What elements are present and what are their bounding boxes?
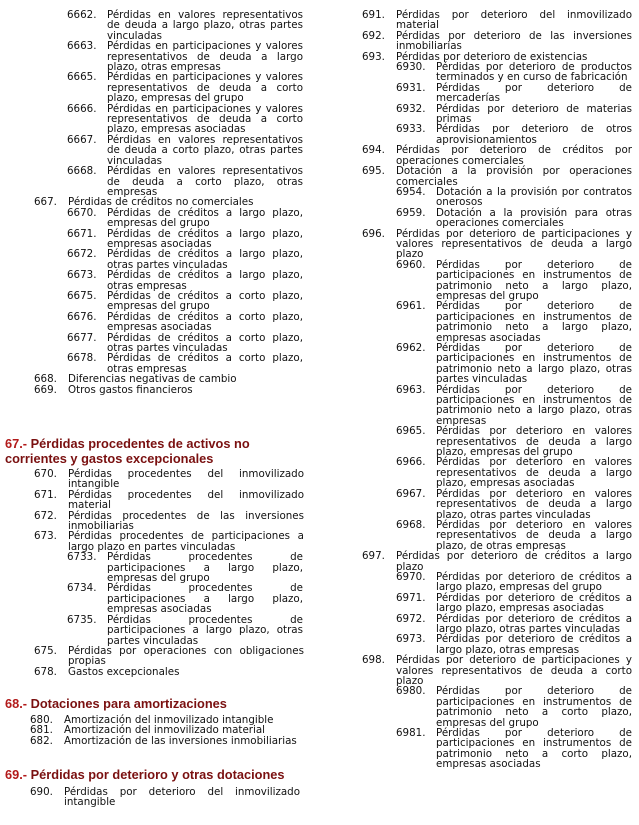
account-code: 6673. bbox=[67, 269, 97, 282]
account-code: 673. bbox=[34, 530, 57, 543]
account-entry bbox=[67, 208, 303, 229]
account-entry bbox=[396, 208, 632, 229]
account-description: Pérdidas por deterioro de créditos a largo plazo bbox=[396, 550, 632, 573]
account-code: 6733. bbox=[67, 551, 97, 564]
account-code: 6668. bbox=[67, 165, 97, 178]
account-code: 6970. bbox=[396, 570, 426, 583]
account-description: Pérdidas de créditos a corto plazo, otras empresas bbox=[107, 352, 303, 375]
account-code: 6734. bbox=[67, 582, 97, 595]
account-code: 691. bbox=[362, 9, 385, 21]
account-code: 669. bbox=[34, 383, 57, 396]
account-code: 6968. bbox=[396, 518, 426, 531]
account-code: 6671. bbox=[67, 227, 97, 240]
account-code: 6981. bbox=[396, 727, 426, 740]
account-description: Amortización del inmovilizado intangible bbox=[64, 714, 274, 726]
account-description: Pérdidas por deterioro de productos terminados y en curso de fabricación bbox=[436, 61, 632, 84]
account-entry bbox=[67, 353, 303, 374]
section-number: 69.- bbox=[5, 767, 28, 782]
account-code: 6961. bbox=[396, 300, 426, 313]
account-entry bbox=[396, 343, 632, 385]
account-description: Pérdidas de créditos a corto plazo, empresas del grupo bbox=[107, 289, 303, 313]
account-description: Amortización de las inversiones inmobiliarias bbox=[64, 734, 297, 747]
account-code: 6676. bbox=[67, 310, 97, 323]
account-entry bbox=[362, 145, 632, 166]
account-entry bbox=[396, 520, 632, 551]
account-description: Pérdidas por deterioro de créditos a largo plazo, empresas asociadas bbox=[436, 591, 632, 615]
account-code: 692. bbox=[362, 29, 385, 42]
section-title: Pérdidas por deterioro y otras dotaciones bbox=[30, 767, 285, 782]
account-entry bbox=[396, 385, 632, 427]
account-description: Pérdidas en participaciones y valores representativos de deuda a largo plazo, otras empresas bbox=[107, 40, 303, 74]
account-entry bbox=[396, 686, 632, 728]
account-description: Pérdidas por deterioro del inmovilizado intangible bbox=[64, 786, 300, 809]
account-code: 670. bbox=[34, 468, 57, 480]
account-entry bbox=[34, 511, 304, 532]
account-code: 675. bbox=[34, 644, 57, 657]
account-code: 694. bbox=[362, 144, 385, 157]
account-code: 6670. bbox=[67, 206, 97, 219]
account-entry bbox=[67, 72, 303, 103]
account-description: Pérdidas procedentes del inmovilizado material bbox=[68, 488, 304, 512]
account-entry bbox=[67, 249, 303, 270]
account-description: Dotación a la provisión para otras operaciones comerciales bbox=[436, 206, 632, 230]
section-68-list bbox=[0, 715, 318, 746]
account-entry bbox=[396, 83, 632, 104]
account-description: Pérdidas procedentes de participaciones a largo plazo en partes vinculadas bbox=[68, 530, 304, 553]
account-description: Diferencias negativas de cambio bbox=[68, 373, 237, 386]
account-description: Pérdidas por deterioro de participaciones en instrumentos de patrimonio neto a largo plazo, empresas del grupo bbox=[436, 258, 632, 302]
account-code: 6665. bbox=[67, 71, 97, 84]
account-description: Pérdidas de créditos a corto plazo, empresas asociadas bbox=[107, 310, 303, 334]
account-code: 693. bbox=[362, 50, 385, 63]
account-entry bbox=[67, 229, 303, 250]
account-code: 690. bbox=[30, 786, 53, 798]
account-entry bbox=[34, 385, 304, 395]
section-number: 68.- bbox=[5, 696, 28, 711]
account-entry bbox=[67, 552, 303, 583]
account-description: Pérdidas por deterioro de participaciones y valores representativos de deuda a largo plazo bbox=[396, 227, 632, 261]
account-entry bbox=[362, 31, 632, 52]
account-description: Pérdidas por deterioro en valores representativos de deuda a largo plazo, otras partes vinculadas bbox=[436, 487, 632, 521]
account-code: 6677. bbox=[67, 331, 97, 344]
account-entry bbox=[362, 229, 632, 260]
account-code: 6959. bbox=[396, 206, 426, 219]
account-code: 667. bbox=[34, 196, 57, 209]
account-entry bbox=[396, 124, 632, 145]
account-code: 696. bbox=[362, 227, 385, 240]
account-code: 6678. bbox=[67, 352, 97, 365]
account-code: 6675. bbox=[67, 289, 97, 302]
account-code: 6966. bbox=[396, 456, 426, 469]
account-description: Pérdidas de créditos a largo plazo, empresas asociadas bbox=[107, 227, 303, 250]
account-description: Pérdidas por deterioro de existencias bbox=[396, 50, 588, 63]
account-description: Pérdidas por deterioro de participaciones en instrumentos de patrimonio neto a largo plazo, otras partes vinculadas bbox=[436, 342, 632, 386]
account-description: Pérdidas por deterioro de participaciones en instrumentos de patrimonio neto a corto plazo, empresas asociadas bbox=[436, 727, 632, 771]
account-entry bbox=[34, 667, 304, 677]
section-69-list bbox=[0, 787, 318, 808]
account-entry bbox=[396, 104, 632, 125]
account-description: Pérdidas por deterioro de otros aprovisionamientos bbox=[436, 123, 632, 146]
account-code: 698. bbox=[362, 654, 385, 667]
account-entry bbox=[396, 301, 632, 343]
account-code: 6666. bbox=[67, 102, 97, 115]
account-code: 6672. bbox=[67, 248, 97, 261]
section-title: Pérdidas procedentes de activos no corrientes y gastos excepcionales bbox=[5, 436, 250, 466]
account-code: 6667. bbox=[67, 133, 97, 146]
account-list-66 bbox=[0, 10, 318, 395]
account-entry bbox=[67, 10, 303, 41]
account-code: 6980. bbox=[396, 685, 426, 698]
account-entry bbox=[362, 166, 632, 187]
account-description: Pérdidas procedentes de participaciones a largo plazo, empresas asociadas bbox=[107, 582, 303, 616]
account-description: Pérdidas por deterioro de participaciones en instrumentos de patrimonio neto a corto plazo, empresas del grupo bbox=[436, 685, 632, 729]
account-code: 6972. bbox=[396, 612, 426, 625]
account-description: Pérdidas por deterioro de créditos a largo plazo, otras partes vinculadas bbox=[436, 612, 632, 635]
account-description: Pérdidas en participaciones y valores representativos de deuda a corto plazo, empresas del grupo bbox=[107, 71, 303, 105]
account-description: Pérdidas procedentes de participaciones a largo plazo, empresas del grupo bbox=[107, 551, 303, 585]
account-description: Pérdidas por deterioro en valores representativos de deuda a largo plazo, empresas asociadas bbox=[436, 456, 632, 490]
account-code: 682. bbox=[30, 734, 53, 747]
account-code: 6973. bbox=[396, 633, 426, 646]
account-description: Pérdidas procedentes de las inversiones inmobiliarias bbox=[68, 509, 304, 533]
account-entry bbox=[396, 614, 632, 635]
account-description: Pérdidas de créditos a corto plazo, otras partes vinculadas bbox=[107, 331, 303, 354]
account-description: Pérdidas en valores representativos de deuda a corto plazo, otras partes vinculadas bbox=[107, 133, 303, 167]
account-entry bbox=[67, 166, 303, 197]
account-entry bbox=[67, 333, 303, 354]
account-entry bbox=[67, 291, 303, 312]
account-entry bbox=[67, 270, 303, 291]
account-description: Otros gastos financieros bbox=[68, 383, 193, 396]
account-description: Pérdidas de créditos a largo plazo, otras partes vinculadas bbox=[107, 248, 303, 271]
account-entry bbox=[30, 787, 300, 808]
account-code: 681. bbox=[30, 724, 53, 737]
account-description: Pérdidas por deterioro de créditos por operaciones comerciales bbox=[396, 144, 632, 167]
account-code: 6960. bbox=[396, 258, 426, 271]
account-code: 6967. bbox=[396, 487, 426, 500]
account-entry bbox=[362, 551, 632, 572]
account-code: 678. bbox=[34, 665, 57, 678]
account-description: Gastos excepcionales bbox=[68, 665, 180, 678]
account-description: Pérdidas por deterioro de créditos a largo plazo, otras empresas bbox=[436, 633, 632, 656]
account-description: Pérdidas por deterioro de participaciones y valores representativos de deuda a corto plazo bbox=[396, 654, 632, 687]
account-code: 6930. bbox=[396, 61, 426, 74]
account-description: Pérdidas por deterioro de mercaderías bbox=[436, 81, 632, 105]
account-entry bbox=[67, 135, 303, 166]
account-entry bbox=[396, 426, 632, 457]
account-entry bbox=[396, 572, 632, 593]
right-column bbox=[362, 10, 632, 770]
account-description: Pérdidas por deterioro de participaciones en instrumentos de patrimonio neto a largo plazo, empresas asociadas bbox=[436, 300, 632, 344]
account-code: 6933. bbox=[396, 123, 426, 136]
account-description: Pérdidas por deterioro en valores representativos de deuda a largo plazo, empresas del grupo bbox=[436, 425, 632, 459]
account-entry bbox=[67, 312, 303, 333]
account-code: 672. bbox=[34, 509, 57, 522]
account-description: Pérdidas en valores representativos de deuda a largo plazo, otras partes vinculadas bbox=[107, 9, 303, 42]
left-column bbox=[0, 10, 318, 395]
account-code: 6931. bbox=[396, 81, 426, 94]
account-entry bbox=[67, 104, 303, 135]
account-description: Dotación a la provisión por contratos onerosos bbox=[436, 185, 632, 209]
account-description: Pérdidas de créditos a largo plazo, empresas del grupo bbox=[107, 206, 303, 230]
section-title: Dotaciones para amortizaciones bbox=[30, 696, 227, 711]
account-description: Pérdidas por deterioro en valores representativos de deuda a largo plazo, de otras empresas bbox=[436, 518, 632, 552]
account-code: 6965. bbox=[396, 425, 426, 438]
account-entry bbox=[396, 62, 632, 83]
account-code: 6954. bbox=[396, 185, 426, 198]
account-entry bbox=[34, 646, 304, 667]
section-number: 67.- bbox=[5, 436, 28, 451]
account-description: Pérdidas por operaciones con obligaciones propias bbox=[68, 644, 304, 668]
account-entry bbox=[396, 489, 632, 520]
account-code: 671. bbox=[34, 488, 57, 501]
account-description: Pérdidas por deterioro de créditos a largo plazo, empresas del grupo bbox=[436, 570, 632, 594]
account-entry bbox=[67, 615, 303, 646]
account-description: Pérdidas procedentes del inmovilizado intangible bbox=[68, 468, 304, 491]
account-entry bbox=[396, 634, 632, 655]
account-entry bbox=[362, 10, 632, 31]
account-description: Pérdidas en participaciones y valores representativos de deuda a corto plazo, empresas asociadas bbox=[107, 102, 303, 136]
account-code: 697. bbox=[362, 550, 385, 563]
account-entry bbox=[396, 593, 632, 614]
account-description: Pérdidas de créditos a largo plazo, otras empresas bbox=[107, 269, 303, 292]
account-entry bbox=[362, 655, 632, 686]
account-code: 6962. bbox=[396, 342, 426, 354]
account-description: Pérdidas por deterioro de las inversiones inmobiliarias bbox=[396, 29, 632, 53]
account-entry bbox=[30, 736, 320, 746]
account-code: 6735. bbox=[67, 613, 97, 626]
account-entry bbox=[396, 260, 632, 302]
account-description: Pérdidas por deterioro de participaciones en instrumentos de patrimonio neto a largo plazo, otras empresas bbox=[436, 383, 632, 427]
account-code: 6663. bbox=[67, 40, 97, 53]
account-code: 6971. bbox=[396, 591, 426, 604]
account-entry bbox=[34, 490, 304, 511]
account-entry bbox=[396, 728, 632, 770]
account-code: 680. bbox=[30, 714, 53, 726]
account-entry bbox=[67, 583, 303, 614]
account-description: Pérdidas por deterioro de materias primas bbox=[436, 102, 632, 126]
section-67-list bbox=[0, 469, 318, 677]
account-entry bbox=[396, 457, 632, 488]
account-description: Pérdidas en valores representativos de deuda a corto plazo, otras empresas bbox=[107, 165, 303, 198]
account-code: 6932. bbox=[396, 102, 426, 115]
account-code: 6963. bbox=[396, 383, 426, 396]
account-description: Pérdidas de créditos no comerciales bbox=[68, 196, 254, 209]
account-entry bbox=[34, 469, 304, 490]
account-entry bbox=[34, 531, 304, 552]
account-entry bbox=[67, 41, 303, 72]
account-description: Amortización del inmovilizado material bbox=[64, 724, 266, 737]
section-heading-68 bbox=[5, 697, 315, 712]
section-heading-67 bbox=[5, 437, 305, 466]
account-description: Pérdidas procedentes de participaciones a largo plazo, otras partes vinculadas bbox=[107, 613, 303, 647]
account-list-69 bbox=[362, 10, 632, 770]
account-description: Pérdidas por deterioro del inmovilizado material bbox=[396, 9, 632, 32]
account-code: 6662. bbox=[67, 9, 97, 21]
account-entry bbox=[396, 187, 632, 208]
account-code: 668. bbox=[34, 373, 57, 386]
account-code: 695. bbox=[362, 165, 385, 178]
section-heading-69 bbox=[5, 768, 315, 783]
account-description: Dotación a la provisión por operaciones comerciales bbox=[396, 165, 632, 188]
